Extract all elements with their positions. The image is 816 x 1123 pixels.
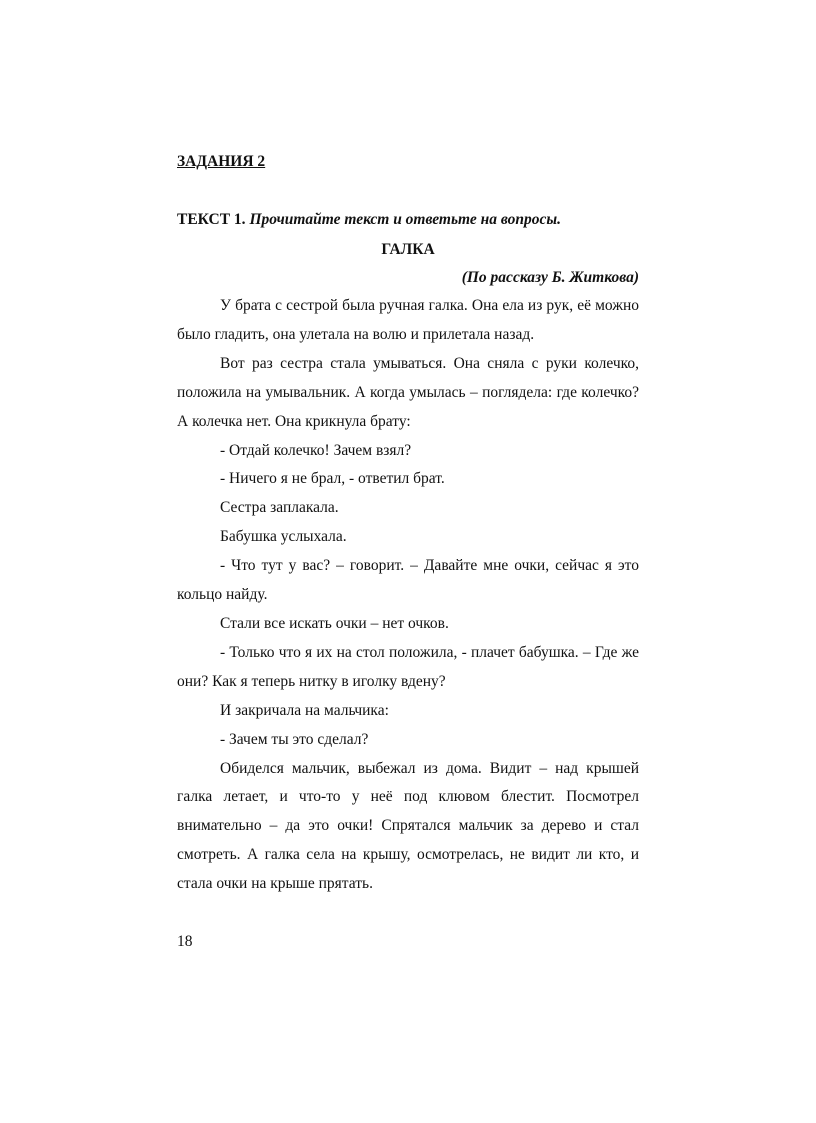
story-attribution: (По рассказу Б. Житкова) bbox=[461, 269, 639, 286]
story-paragraph: - Отдай колечко! Зачем взял? bbox=[220, 441, 412, 459]
story-text bbox=[177, 292, 639, 899]
story-paragraph: У брата с сестрой была ручная галка. Она ела из рук, её можно было гладить, она улетала на волю и прилетала назад. bbox=[177, 297, 639, 343]
story-paragraph: Сестра заплакала. bbox=[220, 499, 339, 517]
story-paragraph: Обиделся мальчик, выбежал из дома. Видит – над крышей галка летает, и что-то у неё под клювом блестит. Посмотрел внимательно – да это очки! Спрятался мальчик за дерево и стал смотреть. А галка села на крышу, осмотрелась, не видит ли кто, и стала очки на крыше прятать. bbox=[177, 759, 639, 893]
story-paragraph: Стали все искать очки – нет очков. bbox=[220, 614, 449, 632]
story-paragraph: И закричала на мальчика: bbox=[220, 701, 389, 719]
task-label: ТЕКСТ 1. bbox=[177, 211, 246, 228]
story-title: ГАЛКА bbox=[381, 241, 435, 258]
page-number: 18 bbox=[177, 933, 193, 950]
task-heading bbox=[177, 206, 561, 234]
story-paragraph: Вот раз сестра стала умываться. Она сняла с руки колечко, положила на умывальник. А когда умылась – поглядела: где колечко? А колечка нет. Она крикнула брату: bbox=[177, 354, 639, 430]
story-paragraph: - Зачем ты это сделал? bbox=[220, 730, 369, 748]
section-title: ЗАДАНИЯ 2 bbox=[177, 153, 266, 170]
task-instruction: Прочитайте текст и ответьте на вопросы. bbox=[249, 211, 561, 228]
story-paragraph: - Только что я их на стол положила, - плачет бабушка. – Где же они? Как я теперь нитку в иголку вдену? bbox=[177, 643, 639, 690]
story-paragraph: - Ничего я не брал, - ответил брат. bbox=[220, 470, 445, 488]
story-paragraph: - Что тут у вас? – говорит. – Давайте мне очки, сейчас я это кольцо найду. bbox=[177, 557, 639, 604]
story-paragraph: Бабушка услыхала. bbox=[220, 528, 347, 546]
